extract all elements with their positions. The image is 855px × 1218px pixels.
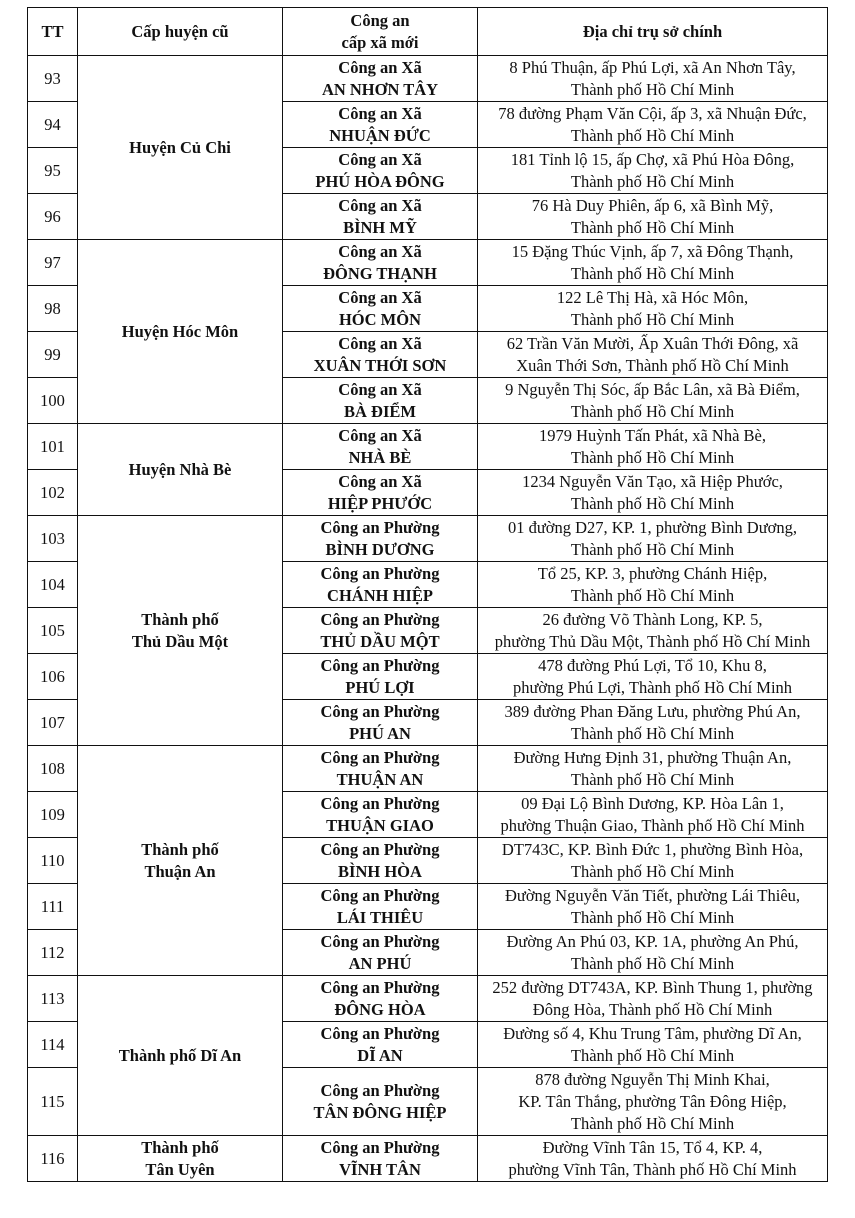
address-line: 78 đường Phạm Văn Cội, ấp 3, xã Nhuận Đức,: [498, 103, 807, 123]
row-number: 115: [28, 1068, 78, 1136]
address-line: 1234 Nguyễn Văn Tạo, xã Hiệp Phước,: [522, 471, 783, 491]
row-number: 109: [28, 792, 78, 838]
commune-police-line: Công an Phường: [320, 1023, 440, 1043]
header-old-district: Cấp huyện cũ: [78, 8, 283, 56]
commune-police-line: THỦ DẦU MỘT: [320, 631, 440, 651]
address-cell: [478, 1068, 828, 1136]
commune-police-line: DĨ AN: [357, 1045, 403, 1065]
header-new-commune-police: [283, 8, 478, 56]
commune-police-line: Công an Phường: [320, 563, 440, 583]
table-row: [28, 56, 828, 102]
address-line: phường Phú Lợi, Thành phố Hồ Chí Minh: [512, 677, 793, 697]
address-line: Thành phố Hồ Chí Minh: [570, 171, 735, 191]
address-line: 26 đường Võ Thành Long, KP. 5,: [542, 609, 763, 629]
address-line: 181 Tỉnh lộ 15, ấp Chợ, xã Phú Hòa Đông,: [510, 149, 795, 169]
commune-police-cell: [283, 194, 478, 240]
address-line: Thành phố Hồ Chí Minh: [570, 861, 735, 881]
table-row: [28, 516, 828, 562]
row-number: 103: [28, 516, 78, 562]
commune-police-line: Công an Phường: [320, 655, 440, 675]
commune-police-cell: [283, 838, 478, 884]
header-line: Công an: [350, 10, 410, 30]
commune-police-line: Công an Xã: [338, 241, 422, 261]
address-line: Thành phố Hồ Chí Minh: [570, 125, 735, 145]
commune-police-cell: [283, 700, 478, 746]
table-row: [28, 746, 828, 792]
commune-police-line: Công an Phường: [320, 839, 440, 859]
commune-police-line: Công an Phường: [320, 885, 440, 905]
commune-police-cell: [283, 792, 478, 838]
header-line: cấp xã mới: [341, 32, 419, 52]
commune-police-line: LÁI THIÊU: [336, 907, 424, 927]
address-line: Thành phố Hồ Chí Minh: [570, 1045, 735, 1065]
row-number: 107: [28, 700, 78, 746]
row-number: 111: [28, 884, 78, 930]
address-cell: [478, 240, 828, 286]
commune-police-line: Công an Phường: [320, 931, 440, 951]
address-line: 122 Lê Thị Hà, xã Hóc Môn,: [556, 287, 749, 307]
old-district-cell: [78, 976, 283, 1136]
row-number: 108: [28, 746, 78, 792]
commune-police-line: BÀ ĐIỂM: [344, 401, 416, 421]
address-line: 9 Nguyễn Thị Sóc, ấp Bắc Lân, xã Bà Điểm,: [505, 379, 800, 399]
row-number: 93: [28, 56, 78, 102]
commune-police-line: Công an Phường: [320, 1137, 440, 1157]
commune-police-line: Công an Xã: [338, 57, 422, 77]
commune-police-line: Công an Xã: [338, 379, 422, 399]
address-line: Thành phố Hồ Chí Minh: [570, 907, 735, 927]
commune-police-cell: [283, 1068, 478, 1136]
row-number: 114: [28, 1022, 78, 1068]
row-number: 112: [28, 930, 78, 976]
commune-police-line: BÌNH MỸ: [343, 217, 417, 237]
row-number: 97: [28, 240, 78, 286]
old-district-line: Tân Uyên: [145, 1159, 215, 1179]
address-line: Thành phố Hồ Chí Minh: [570, 769, 735, 789]
commune-police-cell: [283, 56, 478, 102]
commune-police-cell: [283, 240, 478, 286]
address-line: Tổ 25, KP. 3, phường Chánh Hiệp,: [537, 563, 768, 583]
header-address: Địa chỉ trụ sở chính: [478, 8, 828, 56]
commune-police-line: ĐÔNG HÒA: [334, 999, 426, 1019]
commune-police-line: Công an Phường: [320, 701, 440, 721]
address-line: phường Thuận Giao, Thành phố Hồ Chí Minh: [500, 815, 805, 835]
commune-police-cell: [283, 332, 478, 378]
commune-police-line: Công an Xã: [338, 425, 422, 445]
address-cell: [478, 930, 828, 976]
address-line: Xuân Thới Sơn, Thành phố Hồ Chí Minh: [516, 355, 789, 375]
old-district-cell: [78, 746, 283, 976]
address-cell: [478, 884, 828, 930]
address-cell: [478, 746, 828, 792]
address-line: 09 Đại Lộ Bình Dương, KP. Hòa Lân 1,: [521, 793, 784, 813]
row-number: 94: [28, 102, 78, 148]
commune-police-line: Công an Phường: [320, 517, 440, 537]
address-line: 478 đường Phú Lợi, Tổ 10, Khu 8,: [538, 655, 767, 675]
row-number: 95: [28, 148, 78, 194]
address-line: Đường An Phú 03, KP. 1A, phường An Phú,: [506, 931, 799, 951]
old-district-cell: [78, 1136, 283, 1182]
commune-police-cell: [283, 976, 478, 1022]
commune-police-cell: [283, 148, 478, 194]
commune-police-cell: [283, 562, 478, 608]
address-line: 252 đường DT743A, KP. Bình Thung 1, phường: [492, 977, 813, 997]
address-cell: [478, 102, 828, 148]
address-line: DT743C, KP. Bình Đức 1, phường Bình Hòa,: [501, 839, 804, 859]
commune-police-cell: [283, 884, 478, 930]
commune-police-line: CHÁNH HIỆP: [327, 585, 433, 605]
commune-police-line: PHÚ AN: [349, 723, 411, 743]
table-row: [28, 240, 828, 286]
commune-police-line: NHUẬN ĐỨC: [329, 125, 431, 145]
old-district-line: Thủ Dầu Một: [131, 631, 229, 651]
police-address-table: [27, 7, 828, 1182]
address-line: Thành phố Hồ Chí Minh: [570, 539, 735, 559]
address-line: KP. Tân Thắng, phường Tân Đông Hiệp,: [518, 1091, 787, 1111]
commune-police-line: BÌNH HÒA: [338, 861, 422, 881]
address-line: phường Thủ Dầu Một, Thành phố Hồ Chí Minh: [494, 631, 811, 651]
address-cell: [478, 838, 828, 884]
commune-police-line: BÌNH DƯƠNG: [325, 539, 435, 559]
table-row: [28, 976, 828, 1022]
header-tt: TT: [28, 8, 78, 56]
row-number: 98: [28, 286, 78, 332]
document-page: [27, 7, 827, 1182]
address-cell: [478, 516, 828, 562]
table-row: [28, 1136, 828, 1182]
commune-police-cell: [283, 286, 478, 332]
commune-police-cell: [283, 1022, 478, 1068]
commune-police-cell: [283, 608, 478, 654]
address-line: Thành phố Hồ Chí Minh: [570, 263, 735, 283]
commune-police-cell: [283, 1136, 478, 1182]
address-line: Đường Vĩnh Tân 15, Tổ 4, KP. 4,: [542, 1137, 763, 1157]
old-district-line: Thành phố Dĩ An: [118, 1045, 242, 1065]
address-line: Thành phố Hồ Chí Minh: [570, 217, 735, 237]
address-cell: [478, 470, 828, 516]
row-number: 106: [28, 654, 78, 700]
commune-police-cell: [283, 378, 478, 424]
commune-police-line: AN NHƠN TÂY: [321, 79, 439, 99]
commune-police-cell: [283, 102, 478, 148]
address-line: 1979 Huỳnh Tấn Phát, xã Nhà Bè,: [539, 425, 766, 445]
address-line: Thành phố Hồ Chí Minh: [570, 585, 735, 605]
address-line: Thành phố Hồ Chí Minh: [570, 401, 735, 421]
address-cell: [478, 286, 828, 332]
address-line: 15 Đặng Thúc Vịnh, ấp 7, xã Đông Thạnh,: [511, 241, 794, 261]
address-cell: [478, 148, 828, 194]
old-district-cell: [78, 56, 283, 240]
address-line: Thành phố Hồ Chí Minh: [570, 447, 735, 467]
address-line: 389 đường Phan Đăng Lưu, phường Phú An,: [504, 701, 801, 721]
commune-police-line: Công an Phường: [320, 1080, 440, 1100]
commune-police-line: Công an Phường: [320, 977, 440, 997]
commune-police-cell: [283, 424, 478, 470]
address-cell: [478, 654, 828, 700]
address-line: 878 đường Nguyễn Thị Minh Khai,: [535, 1069, 770, 1089]
old-district-cell: [78, 516, 283, 746]
table-header: [28, 8, 828, 56]
commune-police-cell: [283, 930, 478, 976]
address-line: phường Vĩnh Tân, Thành phố Hồ Chí Minh: [508, 1159, 797, 1179]
address-line: 01 đường D27, KP. 1, phường Bình Dương,: [507, 517, 798, 537]
commune-police-line: TÂN ĐÔNG HIỆP: [313, 1102, 447, 1122]
old-district-line: Huyện Nhà Bè: [128, 459, 232, 479]
commune-police-line: XUÂN THỚI SƠN: [313, 355, 447, 375]
row-number: 99: [28, 332, 78, 378]
commune-police-line: AN PHÚ: [348, 953, 412, 973]
address-cell: [478, 700, 828, 746]
address-cell: [478, 976, 828, 1022]
address-line: 8 Phú Thuận, ấp Phú Lợi, xã An Nhơn Tây,: [509, 57, 796, 77]
address-cell: [478, 608, 828, 654]
commune-police-line: Công an Xã: [338, 333, 422, 353]
commune-police-line: ĐÔNG THẠNH: [323, 263, 437, 283]
address-cell: [478, 332, 828, 378]
address-line: Thành phố Hồ Chí Minh: [570, 953, 735, 973]
row-number: 105: [28, 608, 78, 654]
row-number: 116: [28, 1136, 78, 1182]
commune-police-line: Công an Phường: [320, 609, 440, 629]
commune-police-line: VĨNH TÂN: [339, 1159, 421, 1179]
address-line: 62 Trần Văn Mười, Ấp Xuân Thới Đông, xã: [506, 333, 799, 353]
commune-police-line: Công an Xã: [338, 149, 422, 169]
address-line: Thành phố Hồ Chí Minh: [570, 79, 735, 99]
address-cell: [478, 56, 828, 102]
address-cell: [478, 792, 828, 838]
address-line: Thành phố Hồ Chí Minh: [570, 1113, 735, 1133]
commune-police-line: NHÀ BÈ: [348, 447, 412, 467]
address-cell: [478, 562, 828, 608]
address-line: Đường Nguyễn Văn Tiết, phường Lái Thiêu,: [504, 885, 801, 905]
commune-police-cell: [283, 516, 478, 562]
row-number: 110: [28, 838, 78, 884]
commune-police-cell: [283, 654, 478, 700]
commune-police-line: PHÚ LỢI: [345, 677, 415, 697]
old-district-line: Huyện Củ Chi: [129, 137, 231, 157]
commune-police-line: Công an Xã: [338, 103, 422, 123]
commune-police-line: THUẬN AN: [336, 769, 424, 789]
old-district-line: Thành phố: [141, 1137, 219, 1157]
row-number: 104: [28, 562, 78, 608]
commune-police-cell: [283, 470, 478, 516]
address-cell: [478, 378, 828, 424]
address-line: Đông Hòa, Thành phố Hồ Chí Minh: [532, 999, 773, 1019]
commune-police-line: Công an Xã: [338, 287, 422, 307]
row-number: 96: [28, 194, 78, 240]
old-district-cell: [78, 424, 283, 516]
commune-police-line: THUẬN GIAO: [326, 815, 434, 835]
row-number: 101: [28, 424, 78, 470]
old-district-line: Thành phố: [141, 609, 219, 629]
table-body: [28, 56, 828, 1182]
table-row: [28, 424, 828, 470]
address-cell: [478, 424, 828, 470]
address-line: Thành phố Hồ Chí Minh: [570, 723, 735, 743]
address-line: Thành phố Hồ Chí Minh: [570, 493, 735, 513]
commune-police-line: Công an Phường: [320, 793, 440, 813]
old-district-cell: [78, 240, 283, 424]
row-number: 113: [28, 976, 78, 1022]
commune-police-line: HÓC MÔN: [338, 309, 422, 329]
commune-police-line: Công an Xã: [338, 471, 422, 491]
row-number: 102: [28, 470, 78, 516]
address-cell: [478, 1136, 828, 1182]
old-district-line: Thành phố: [141, 839, 219, 859]
commune-police-line: Công an Xã: [338, 195, 422, 215]
address-cell: [478, 194, 828, 240]
address-line: Đường Hưng Định 31, phường Thuận An,: [513, 747, 792, 767]
old-district-line: Thuận An: [144, 861, 216, 881]
commune-police-line: HIỆP PHƯỚC: [327, 493, 433, 513]
commune-police-line: Công an Phường: [320, 747, 440, 767]
address-cell: [478, 1022, 828, 1068]
old-district-line: Huyện Hóc Môn: [121, 321, 239, 341]
commune-police-cell: [283, 746, 478, 792]
address-line: 76 Hà Duy Phiên, ấp 6, xã Bình Mỹ,: [531, 195, 774, 215]
row-number: 100: [28, 378, 78, 424]
address-line: Thành phố Hồ Chí Minh: [570, 309, 735, 329]
address-line: Đường số 4, Khu Trung Tâm, phường Dĩ An,: [503, 1023, 802, 1043]
commune-police-line: PHÚ HÒA ĐÔNG: [315, 171, 445, 191]
